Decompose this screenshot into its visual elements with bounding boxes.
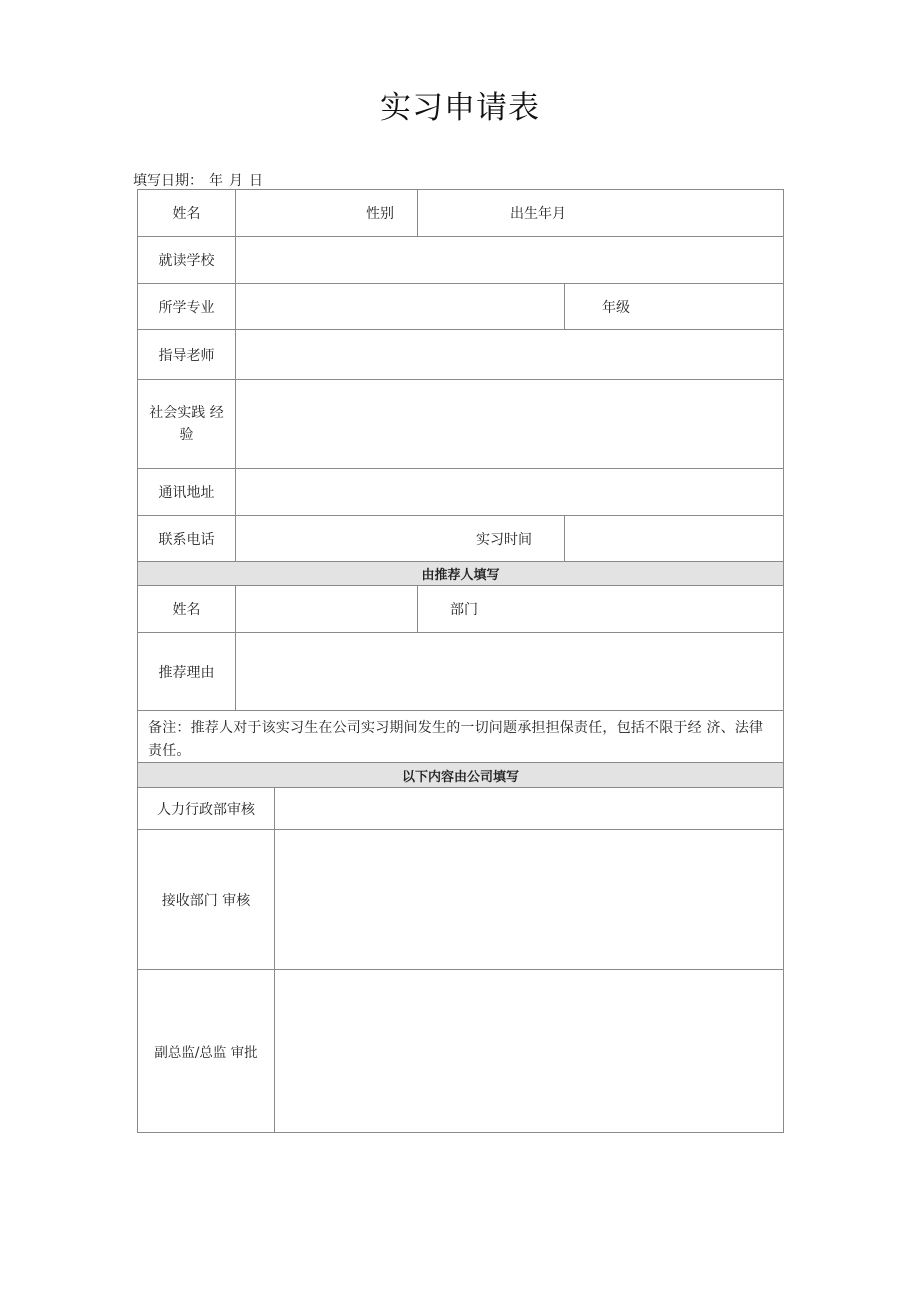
- label-practice-line1: 社会实践 经: [149, 405, 224, 421]
- input-birth[interactable]: [578, 190, 783, 236]
- label-hr-review: 人力行政部审核: [157, 801, 255, 818]
- row-name: [138, 190, 783, 237]
- row-practice: [138, 380, 783, 469]
- label-gender: 性别: [366, 206, 394, 222]
- row-vp-approval: [138, 970, 783, 1132]
- label-practice-line2: 验: [179, 427, 194, 443]
- row-dept-review: [138, 830, 783, 970]
- company-section-header: [138, 763, 783, 788]
- row-referee-name: [138, 586, 783, 633]
- input-major[interactable]: [235, 284, 564, 329]
- application-form: [137, 189, 784, 1133]
- fill-date-label: 填写日期：: [133, 173, 203, 189]
- row-note: [138, 711, 783, 763]
- row-school: [138, 237, 783, 284]
- row-referee-reason: [138, 633, 783, 711]
- input-referee-reason[interactable]: [235, 633, 783, 710]
- fill-date-day: 日: [249, 173, 263, 189]
- input-grade[interactable]: [658, 284, 783, 329]
- label-period: 实习时间: [476, 531, 532, 548]
- input-referee-department[interactable]: [498, 586, 783, 632]
- input-address[interactable]: [235, 469, 783, 515]
- input-tutor[interactable]: [235, 330, 783, 379]
- label-practice: [138, 380, 235, 468]
- label-school: 就读学校: [158, 253, 215, 269]
- input-dept-review[interactable]: [274, 830, 783, 969]
- label-birth: 出生年月: [510, 206, 566, 222]
- label-phone: 联系电话: [158, 531, 215, 548]
- fill-date-year: 年: [209, 173, 223, 189]
- row-hr-review: [138, 788, 783, 830]
- fill-date-month: 月: [229, 173, 243, 189]
- row-address: [138, 469, 783, 516]
- page-title: 实习申请表: [380, 90, 540, 126]
- label-referee-name: 姓名: [172, 602, 201, 618]
- row-tutor: [138, 330, 783, 380]
- label-referee-reason: 推荐理由: [158, 664, 215, 681]
- label-address: 通讯地址: [158, 485, 215, 501]
- label-major: 所学专业: [158, 299, 215, 316]
- label-tutor: 指导老师: [158, 347, 215, 364]
- referee-section-header: [138, 562, 783, 586]
- label-referee-department: 部门: [450, 602, 478, 618]
- company-section-title: 以下内容由公司填写: [138, 763, 783, 787]
- input-period[interactable]: [564, 516, 783, 561]
- label-name: 姓名: [172, 206, 201, 222]
- label-vp-approval: 副总监/总监 审批: [154, 1045, 258, 1061]
- input-hr-review[interactable]: [274, 788, 783, 829]
- input-gender[interactable]: [417, 190, 509, 236]
- input-referee-name[interactable]: [235, 586, 417, 632]
- row-phone: [138, 516, 783, 562]
- label-dept-review: 接收部门 审核: [161, 892, 251, 909]
- guarantee-note: 备注：推荐人对于该实习生在公司实习期间发生的一切问题承担担保责任，包括不限于经 济、法律责任。: [148, 720, 764, 759]
- label-grade: 年级: [602, 299, 630, 316]
- row-major: [138, 284, 783, 330]
- input-school[interactable]: [235, 237, 783, 283]
- input-practice[interactable]: [235, 380, 783, 468]
- input-phone[interactable]: [235, 516, 465, 561]
- referee-section-title: 由推荐人填写: [138, 562, 783, 585]
- fill-date: [133, 170, 263, 190]
- input-vp-approval[interactable]: [274, 970, 783, 1132]
